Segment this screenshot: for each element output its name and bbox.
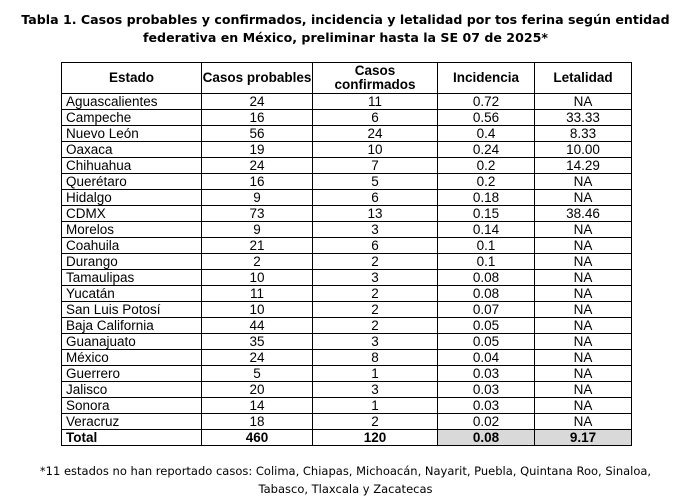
cell-estado: Querétaro <box>62 174 202 190</box>
cell-casos-probables: 18 <box>202 414 313 430</box>
table-row <box>62 398 632 414</box>
cell-estado: Hidalgo <box>62 190 202 206</box>
table-row <box>62 158 632 174</box>
cell-letalidad: 8.33 <box>535 126 632 142</box>
total-cell-letalidad: 9.17 <box>535 430 632 446</box>
cell-estado: Veracruz <box>62 414 202 430</box>
cell-casos-probables: 11 <box>202 286 313 302</box>
cell-casos-probables: 24 <box>202 350 313 366</box>
cell-letalidad: NA <box>535 94 632 110</box>
cell-incidencia: 0.03 <box>438 382 535 398</box>
cell-casos-confirmados: 2 <box>313 318 438 334</box>
cell-letalidad: 14.29 <box>535 158 632 174</box>
column-header-estado: Estado <box>62 63 202 94</box>
cell-estado: Baja California <box>62 318 202 334</box>
cell-estado: México <box>62 350 202 366</box>
cell-casos-confirmados: 24 <box>313 126 438 142</box>
cell-casos-probables: 5 <box>202 366 313 382</box>
cell-incidencia: 0.2 <box>438 174 535 190</box>
cell-letalidad: NA <box>535 318 632 334</box>
cell-incidencia: 0.03 <box>438 398 535 414</box>
cell-casos-confirmados: 7 <box>313 158 438 174</box>
cell-letalidad: NA <box>535 238 632 254</box>
cell-casos-probables: 20 <box>202 382 313 398</box>
table-title: Tabla 1. Casos probables y confirmados, incidencia y letalidad por tos ferina según entidad federativa en México, preliminar hasta la SE 07 de 2025* <box>21 12 670 45</box>
data-table <box>61 62 632 446</box>
cell-casos-confirmados: 13 <box>313 206 438 222</box>
total-row <box>62 430 632 446</box>
cell-letalidad: NA <box>535 270 632 286</box>
total-cell-estado: Total <box>62 430 202 446</box>
cell-casos-confirmados: 1 <box>313 398 438 414</box>
cell-estado: San Luis Potosí <box>62 302 202 318</box>
cell-incidencia: 0.08 <box>438 286 535 302</box>
cell-estado: Guerrero <box>62 366 202 382</box>
cell-letalidad: NA <box>535 398 632 414</box>
cell-casos-confirmados: 6 <box>313 110 438 126</box>
cell-incidencia: 0.2 <box>438 158 535 174</box>
cell-incidencia: 0.4 <box>438 126 535 142</box>
cell-letalidad: NA <box>535 366 632 382</box>
cell-casos-confirmados: 11 <box>313 94 438 110</box>
table-row <box>62 110 632 126</box>
cell-incidencia: 0.14 <box>438 222 535 238</box>
cell-casos-confirmados: 6 <box>313 238 438 254</box>
cell-letalidad: 38.46 <box>535 206 632 222</box>
cell-estado: Sonora <box>62 398 202 414</box>
table-row <box>62 222 632 238</box>
cell-casos-probables: 9 <box>202 190 313 206</box>
cell-incidencia: 0.18 <box>438 190 535 206</box>
cell-incidencia: 0.1 <box>438 254 535 270</box>
cell-letalidad: NA <box>535 222 632 238</box>
cell-letalidad: 33.33 <box>535 110 632 126</box>
cell-casos-confirmados: 3 <box>313 334 438 350</box>
cell-letalidad: NA <box>535 414 632 430</box>
column-header-casos-confirmados: Casos confirmados <box>313 63 438 94</box>
cell-casos-probables: 19 <box>202 142 313 158</box>
cell-incidencia: 0.05 <box>438 334 535 350</box>
cell-estado: Aguascalientes <box>62 94 202 110</box>
table-row <box>62 270 632 286</box>
cell-casos-probables: 24 <box>202 158 313 174</box>
cell-incidencia: 0.05 <box>438 318 535 334</box>
cell-letalidad: NA <box>535 174 632 190</box>
cell-casos-probables: 35 <box>202 334 313 350</box>
cell-incidencia: 0.56 <box>438 110 535 126</box>
total-cell-incidencia: 0.08 <box>438 430 535 446</box>
cell-estado: Morelos <box>62 222 202 238</box>
cell-casos-confirmados: 2 <box>313 302 438 318</box>
cell-casos-confirmados: 10 <box>313 142 438 158</box>
cell-casos-probables: 14 <box>202 398 313 414</box>
column-header-casos-probables: Casos probables <box>202 63 313 94</box>
cell-casos-confirmados: 3 <box>313 382 438 398</box>
table-row <box>62 382 632 398</box>
cell-casos-confirmados: 2 <box>313 254 438 270</box>
cell-incidencia: 0.07 <box>438 302 535 318</box>
total-cell-casos-probables: 460 <box>202 430 313 446</box>
cell-incidencia: 0.02 <box>438 414 535 430</box>
cell-incidencia: 0.24 <box>438 142 535 158</box>
cell-letalidad: NA <box>535 190 632 206</box>
cell-incidencia: 0.72 <box>438 94 535 110</box>
cell-casos-probables: 2 <box>202 254 313 270</box>
cell-casos-confirmados: 3 <box>313 270 438 286</box>
cell-casos-probables: 24 <box>202 94 313 110</box>
cell-incidencia: 0.15 <box>438 206 535 222</box>
table-row <box>62 238 632 254</box>
cell-incidencia: 0.04 <box>438 350 535 366</box>
table-row <box>62 206 632 222</box>
cell-estado: Oaxaca <box>62 142 202 158</box>
cell-letalidad: NA <box>535 302 632 318</box>
table-row <box>62 350 632 366</box>
cell-letalidad: NA <box>535 254 632 270</box>
cell-incidencia: 0.03 <box>438 366 535 382</box>
column-header-letalidad: Letalidad <box>535 63 632 94</box>
table-row <box>62 414 632 430</box>
cell-casos-probables: 73 <box>202 206 313 222</box>
cell-casos-confirmados: 2 <box>313 414 438 430</box>
table-row <box>62 286 632 302</box>
table-body <box>62 94 632 446</box>
cell-casos-confirmados: 1 <box>313 366 438 382</box>
cell-casos-probables: 16 <box>202 110 313 126</box>
cell-estado: Nuevo León <box>62 126 202 142</box>
cell-casos-probables: 9 <box>202 222 313 238</box>
cell-incidencia: 0.08 <box>438 270 535 286</box>
cell-estado: Guanajuato <box>62 334 202 350</box>
cell-casos-probables: 10 <box>202 270 313 286</box>
table-row <box>62 190 632 206</box>
cell-estado: Chihuahua <box>62 158 202 174</box>
header-row <box>62 63 632 94</box>
cell-casos-confirmados: 8 <box>313 350 438 366</box>
footnote: *11 estados no han reportado casos: Colima, Chiapas, Michoacán, Nayarit, Puebla, Quintana Roo, Sinaloa, Tabasco, Tlaxcala y Zacatecas <box>39 464 652 496</box>
cell-casos-probables: 56 <box>202 126 313 142</box>
cell-estado: Durango <box>62 254 202 270</box>
cell-casos-probables: 21 <box>202 238 313 254</box>
cell-estado: Coahuila <box>62 238 202 254</box>
cell-estado: Campeche <box>62 110 202 126</box>
cell-incidencia: 0.1 <box>438 238 535 254</box>
cell-casos-probables: 44 <box>202 318 313 334</box>
cell-casos-confirmados: 5 <box>313 174 438 190</box>
table-row <box>62 126 632 142</box>
cell-casos-probables: 16 <box>202 174 313 190</box>
table-row <box>62 334 632 350</box>
cell-casos-confirmados: 2 <box>313 286 438 302</box>
cell-letalidad: NA <box>535 286 632 302</box>
table-row <box>62 174 632 190</box>
cell-letalidad: 10.00 <box>535 142 632 158</box>
cell-estado: CDMX <box>62 206 202 222</box>
table-row <box>62 254 632 270</box>
table-row <box>62 142 632 158</box>
cell-casos-confirmados: 3 <box>313 222 438 238</box>
table-row <box>62 94 632 110</box>
table-row <box>62 318 632 334</box>
column-header-incidencia: Incidencia <box>438 63 535 94</box>
cell-estado: Tamaulipas <box>62 270 202 286</box>
cell-letalidad: NA <box>535 334 632 350</box>
cell-letalidad: NA <box>535 382 632 398</box>
cell-casos-confirmados: 6 <box>313 190 438 206</box>
cell-estado: Jalisco <box>62 382 202 398</box>
total-cell-casos-confirmados: 120 <box>313 430 438 446</box>
cell-estado: Yucatán <box>62 286 202 302</box>
cell-letalidad: NA <box>535 350 632 366</box>
table-row <box>62 366 632 382</box>
cell-casos-probables: 10 <box>202 302 313 318</box>
table-row <box>62 302 632 318</box>
